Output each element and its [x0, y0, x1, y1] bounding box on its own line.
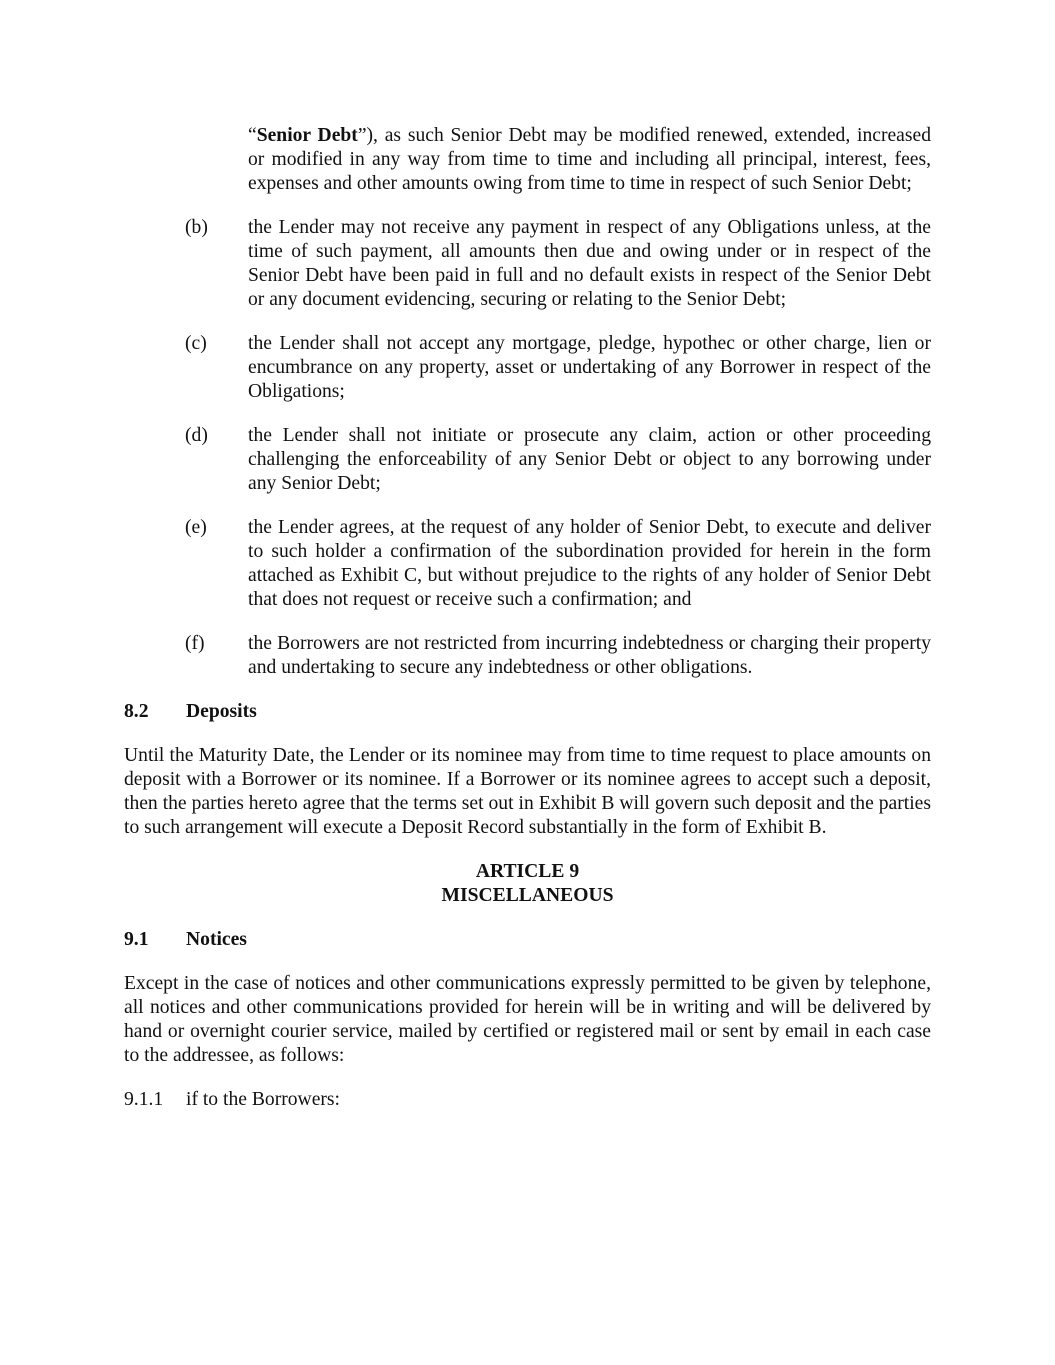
clause-label: (f): [185, 633, 205, 654]
open-quote: “: [248, 125, 257, 146]
section-9-1-1: [124, 1088, 931, 1112]
subsection-number: 9.1.1: [124, 1089, 164, 1110]
clause-text: the Lender agrees, at the request of any holder of Senior Debt, to execute and deliver to such holder a confirmation of the subordination provided for herein in the form attached as Exhibit C, but without prejudice to the rights of any holder of Senior Debt that does not request or receive such a confirmation; and: [248, 517, 931, 610]
section-9-1-body: Except in the case of notices and other communications expressly permitted to be given by telephone, all notices and other communications provided for herein will be in writing and will be delivered by hand or overnight courier service, mailed by certified or registered mail or sent by email in each case to the addressee, as follows:: [124, 973, 931, 1066]
clause-c: [124, 332, 931, 404]
section-8-2-body: Until the Maturity Date, the Lender or its nominee may from time to time request to place amounts on deposit with a Borrower or its nominee. If a Borrower or its nominee agrees to accept such a deposit, then the parties hereto agree that the terms set out in Exhibit B will govern such deposit and the parties to such arrangement will execute a Deposit Record substantially in the form of Exhibit B.: [124, 745, 931, 838]
clause-text: the Lender shall not initiate or prosecute any claim, action or other proceeding challenging the enforceability of any Senior Debt or object to any borrowing under any Senior Debt;: [248, 425, 931, 494]
continuation-text: ”), as such Senior Debt may be modified renewed, extended, increased or modified in any way from time to time and including all principal, interest, fees, expenses and other amounts owing from time to time in respect of such Senior Debt;: [248, 125, 931, 194]
section-8-2-heading: [124, 700, 931, 724]
clause-text: the Borrowers are not restricted from incurring indebtedness or charging their property and undertaking to secure any indebtedness or other obligations.: [248, 633, 931, 678]
clause-f: [124, 632, 931, 680]
article-number: ARTICLE 9: [475, 861, 580, 882]
clause-label: (c): [185, 333, 207, 354]
section-number: 9.1: [124, 929, 149, 950]
senior-debt-continuation: [248, 124, 931, 196]
clause-label: (e): [185, 517, 207, 538]
section-9-1-heading: [124, 928, 931, 952]
section-title: Notices: [186, 929, 247, 950]
senior-debt-term: Senior Debt: [256, 125, 358, 146]
section-title: Deposits: [186, 701, 257, 722]
clause-text: the Lender shall not accept any mortgage, pledge, hypothec or other charge, lien or encumbrance on any property, asset or undertaking of any Borrower in respect of the Obligations;: [248, 333, 931, 402]
section-number: 8.2: [124, 701, 149, 722]
clause-label: (d): [185, 425, 208, 446]
article-heading: [124, 860, 931, 908]
clause-text: the Lender may not receive any payment in respect of any Obligations unless, at the time of such payment, all amounts then due and owing under or in respect of the Senior Debt have been paid in full and no default exists in respect of the Senior Debt or any document evidencing, securing or relating to the Senior Debt;: [248, 217, 931, 310]
subsection-title: if to the Borrowers:: [186, 1089, 340, 1110]
clause-label: (b): [185, 217, 208, 238]
clause-e: [124, 516, 931, 612]
article-title: MISCELLANEOUS: [441, 885, 614, 906]
document-page: [124, 124, 931, 1112]
clause-d: [124, 424, 931, 496]
clause-b: [124, 216, 931, 312]
